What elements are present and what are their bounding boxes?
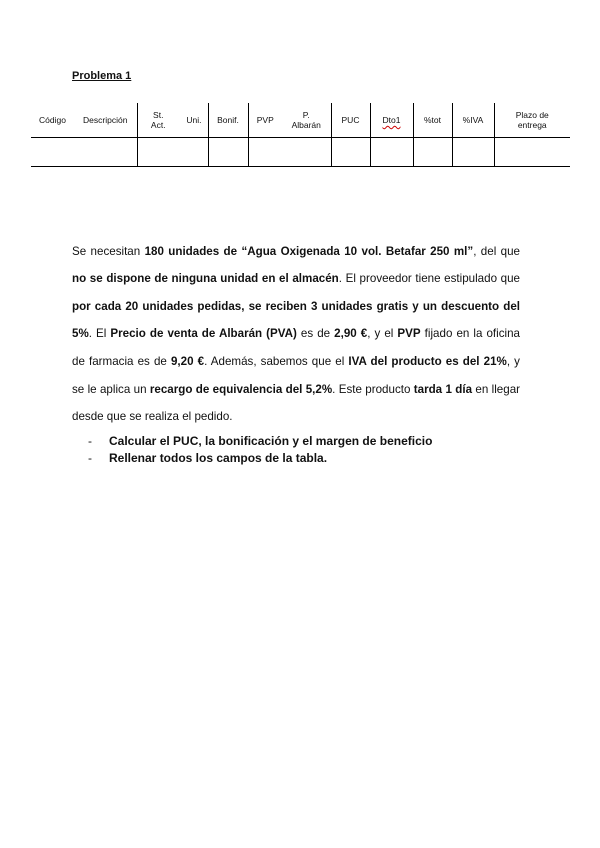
cell-plazo xyxy=(494,138,570,167)
header-puc: PUC xyxy=(331,103,370,138)
statement-bold: tarda 1 día xyxy=(413,382,473,396)
statement-bold: 2,90 € xyxy=(334,327,368,341)
list-item xyxy=(88,450,432,467)
statement-text: , del que xyxy=(473,244,520,258)
statement-bold: 9,20 € xyxy=(170,354,205,368)
statement-bold: IVA del producto es del 21% xyxy=(348,354,507,368)
statement-text: . Además, sabemos que el xyxy=(204,354,349,368)
statement-text: . Este producto xyxy=(332,382,414,396)
problem-title: Problema 1 xyxy=(72,70,132,82)
statement-bold: Precio de venta de Albarán (PVA) xyxy=(110,327,297,341)
statement-text: fijado en la oficina de farmacia es de xyxy=(72,327,520,368)
cell-pct-iva xyxy=(452,138,494,167)
header-pvp: PVP xyxy=(248,103,282,138)
list-dash: - xyxy=(88,451,92,465)
task-list xyxy=(88,433,432,467)
cell-pct-tot xyxy=(413,138,452,167)
statement-text: en llegar desde que se realiza el pedido. xyxy=(72,382,520,424)
list-item xyxy=(88,433,432,450)
statement-text: Se necesitan xyxy=(72,244,145,258)
statement-bold: PVP xyxy=(397,327,421,341)
header-pct-tot: %tot xyxy=(413,103,452,138)
order-table xyxy=(31,103,570,167)
task-label: Rellenar todos los campos de la tabla. xyxy=(109,451,328,465)
header-p-albaran: P. Albarán xyxy=(282,103,331,138)
statement-text: , y se le aplica un xyxy=(72,354,520,396)
statement-bold: recargo de equivalencia del 5,2% xyxy=(149,382,333,396)
statement-text: . El proveedor tiene estipulado que xyxy=(338,272,520,286)
header-pct-iva: %IVA xyxy=(452,103,494,138)
table-row xyxy=(31,138,570,167)
cell-puc xyxy=(331,138,370,167)
task-label: Calcular el PUC, la bonificación y el margen de beneficio xyxy=(109,434,433,448)
cell-uni xyxy=(179,138,208,167)
cell-p-albaran xyxy=(282,138,331,167)
cell-pvp xyxy=(248,138,282,167)
table-header-row xyxy=(31,103,570,138)
header-descripcion: Descripción xyxy=(74,103,137,138)
header-bonif: Bonif. xyxy=(208,103,248,138)
header-uni: Uni. xyxy=(179,103,208,138)
cell-st-act xyxy=(137,138,179,167)
header-dto1 xyxy=(370,103,413,138)
statement-bold: no se dispone de ninguna unidad en el almacén xyxy=(72,272,339,286)
statement-text: , y el xyxy=(367,327,398,341)
statement-text: . El xyxy=(88,327,111,341)
header-st-act: St. Act. xyxy=(137,103,179,138)
statement-text: es de xyxy=(296,327,335,341)
header-dto1-label: Dto1 xyxy=(382,115,401,125)
cell-descripcion xyxy=(74,138,137,167)
header-plazo: Plazo de entrega xyxy=(494,103,570,138)
statement-bold: 180 unidades de “Agua Oxigenada 10 vol. Betafar 250 ml” xyxy=(144,244,474,258)
cell-dto1 xyxy=(370,138,413,167)
cell-codigo xyxy=(31,138,74,167)
header-codigo: Código xyxy=(31,103,74,138)
list-dash: - xyxy=(88,434,92,448)
statement-bold: por cada 20 unidades pedidas, se reciben 3 unidades gratis y un descuento del 5% xyxy=(72,299,520,341)
problem-statement xyxy=(72,238,520,431)
cell-bonif xyxy=(208,138,248,167)
